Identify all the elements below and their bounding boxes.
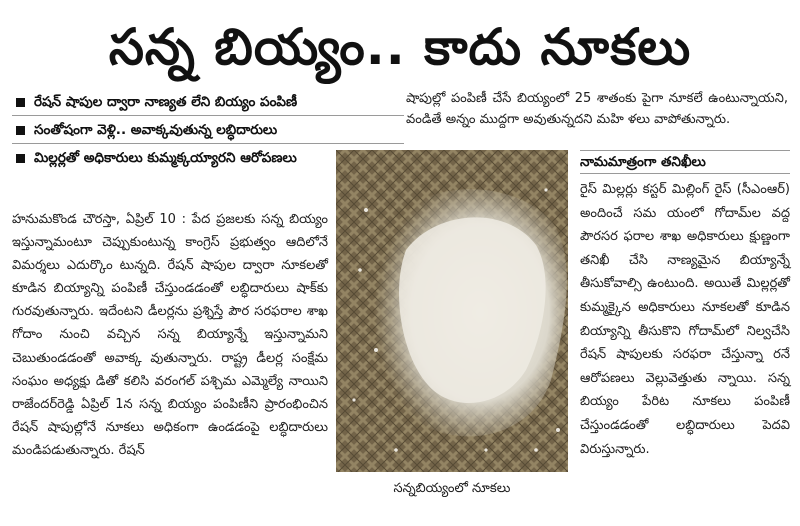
bullet-item xyxy=(12,90,404,114)
bullet-item xyxy=(12,118,404,142)
square-bullet-icon xyxy=(16,98,25,107)
rice-photo xyxy=(336,150,568,472)
section-subheading: నామమాత్రంగా తనిఖీలు xyxy=(580,150,790,174)
divider xyxy=(12,143,404,144)
divider xyxy=(12,115,404,116)
article-body-left-column: హనుమకొండ చౌరస్తా, ఏప్రిల్ 10 : పేద ప్రజలకు సన్న బియ్యం ఇస్తున్నామంటూ చెప్పుకుంటున్న కాంగ్రెస్ ప్రభుత్వం ఆదిలోనే విమర్శలు ఎదుర్కొం టున్నది. రేషన్ షాపుల ద్వారా నూకలతో కూడిన బియ్యాన్ని పంపిణీ చేస్తుండడంతో లబ్ధిదారులు షాక్‌కు గురవుతున్నారు. ఇదేంటని డీలర్లను ప్రశ్నిస్తే పౌర సరఫరాల శాఖ గోదాం నుంచి వచ్చిన సన్న బియ్యాన్నే ఇస్తున్నామని చెబుతుండడంతో అవాక్క వుతున్నారు. రాష్ట్ర డీలర్ల సంక్షేమ సంఘం అధ్యక్షు డితో కలిసి వరంగల్ పశ్చిమ ఎమ్మెల్యే నాయిని రాజేందర్‌రెడ్డి ఏప్రిల్ 1న సన్న బియ్యం పంపిణీని ప్రారంభించిన రేషన్ షాపుల్లోనే నూకలు అధికంగా ఉండడంపై లబ్ధిదారులు మండిపడుతున్నారు. రేషన్ xyxy=(12,212,328,458)
bullet-text: సంతోషంగా వెళ్లి.. అవాక్కవుతున్న లబ్ధిదారులు xyxy=(34,122,278,138)
rice-in-woven-basket-photo-icon xyxy=(336,150,568,472)
square-bullet-icon xyxy=(16,126,25,135)
square-bullet-icon xyxy=(16,154,25,163)
article-body-right-column: రైస్ మిల్లర్లు కస్టర్ మిల్లింగ్ రైస్ (సీఎంఆర్) అందించే సమ యంలో గోదామ్‌ల వద్ద పౌరసర ఫరాల శాఖ అధికారులు క్షుణ్ణంగా తనిఖీ చేసి నాణ్యమైన బియ్యాన్నే తీసుకోవాల్సి ఉంటుంది. అయితే మిల్లర్లతో కుమ్మక్కైన అధికారులు నూకలతో కూడిన బియ్యాన్ని తీసుకొని గోదామ్‌లో నిల్వచేసి రేషన్ షాపులకు సరఫరా చేస్తున్నా రనే ఆరోపణలు వెల్లువెత్తుతు న్నాయి. సన్న బియ్యం పేరిట నూకలు పంపిణీ చేస్తుండడంతో లబ్ధిదారులు పెదవి విరుస్తున్నారు. xyxy=(580,182,790,457)
photo-caption: సన్నబియ్యంలో నూకలు xyxy=(393,481,511,496)
headline: సన్న బియ్యం.. కాదు నూకలు xyxy=(108,18,692,76)
bullet-text: మిల్లర్లతో అధికారులు కుమ్మక్కయ్యారని ఆరోపణలు xyxy=(34,150,297,166)
bullet-text: రేషన్ షాపుల ద్వారా నాణ్యత లేని బియ్యం పంపిణీ xyxy=(34,94,298,110)
article-body-right-top: షాపుల్లో పంపిణీ చేసే బియ్యంలో 25 శాతంకు పైగా నూకలే ఉంటున్నాయని, వండితే అన్నం ముద్దగా అవుతున్నదని మహి ళలు వాపోతున్నారు. xyxy=(406,91,788,127)
